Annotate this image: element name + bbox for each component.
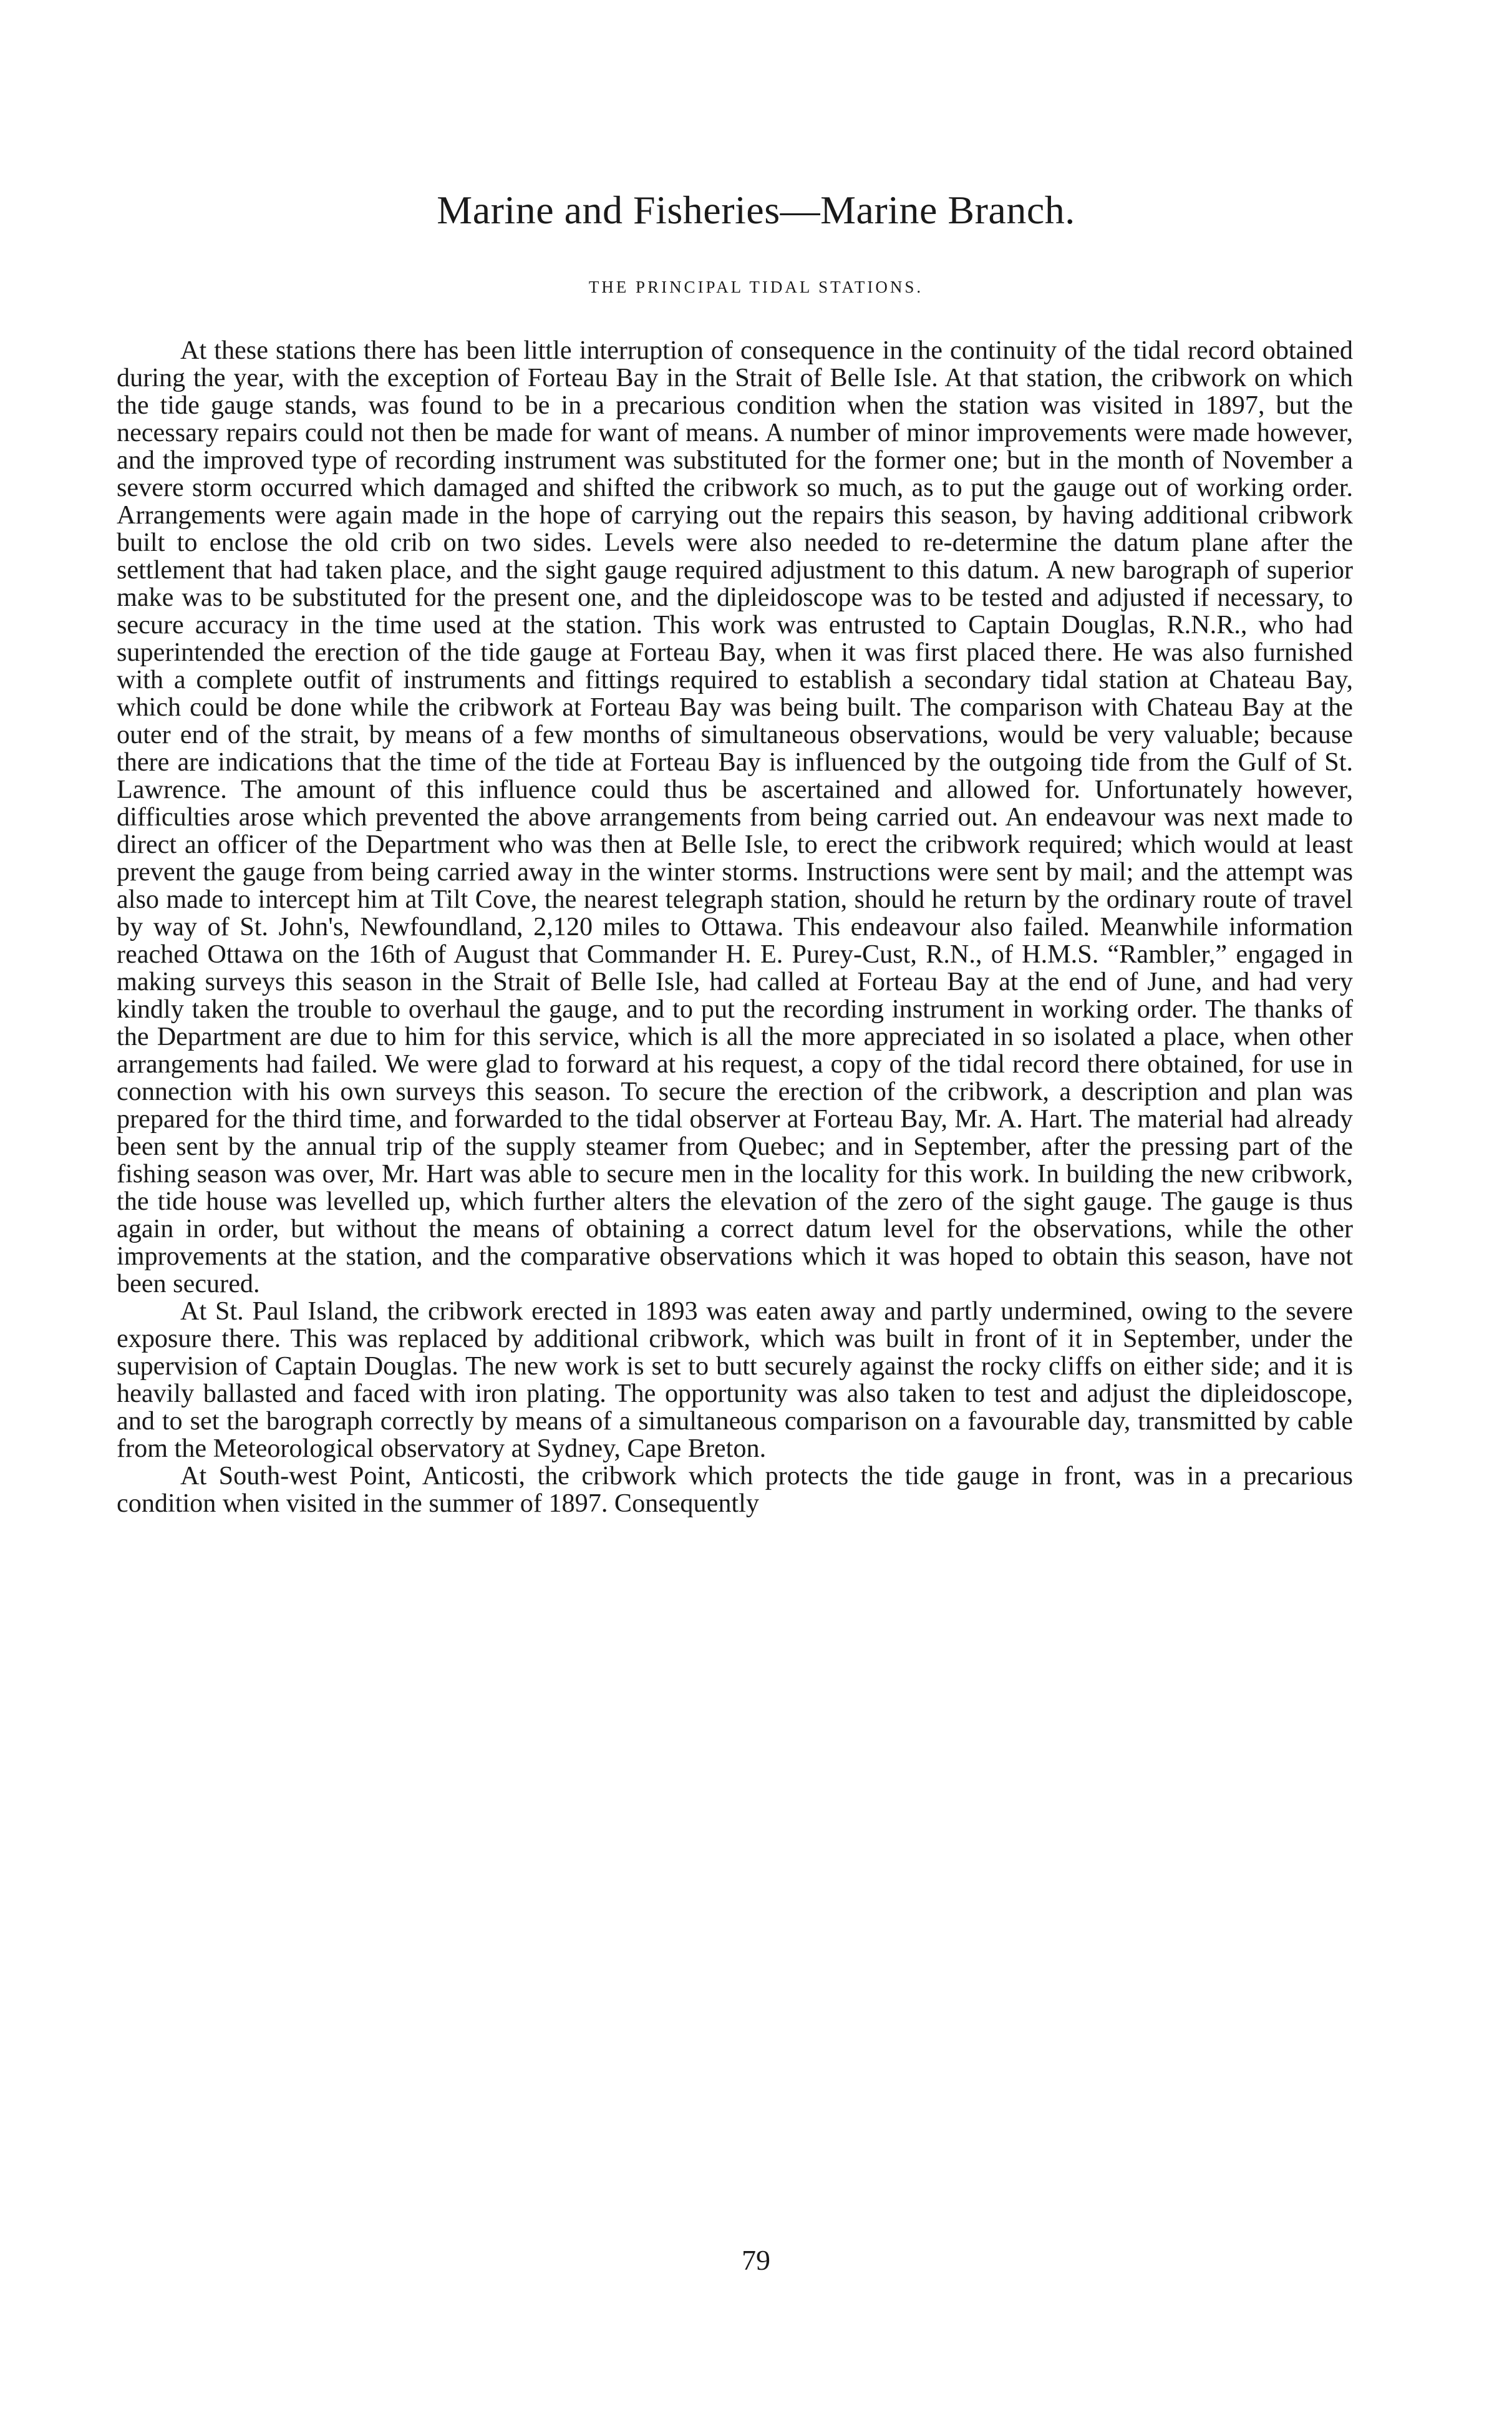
page-header-title: Marine and Fisheries—Marine Branch. (437, 188, 1075, 232)
paragraph-anticosti: At South-west Point, Anticosti, the cribwork which protects the tide gauge in front, was in a precarious condition when visited in the summer of 1897. Consequently (117, 1461, 1353, 1518)
paragraph-st-paul-island: At St. Paul Island, the cribwork erected in 1893 was eaten away and partly undermined, owing to the severe exposure there. This was replaced by additional cribwork, which was built in front of it in September, under the supervision of Captain Douglas. The new work is set to butt securely against the rocky cliffs on either side; and it is heavily ballasted and faced with iron plating. The opportunity was also taken to test and adjust the dipleidoscope, and to set the barograph correctly by means of a simultaneous comparison on a favourable day, transmitted by cable from the Meteorological observatory at Sydney, Cape Breton. (117, 1296, 1353, 1463)
page-number: 79 (742, 2244, 770, 2276)
paragraph-forteau-bay: At these stations there has been little interruption of consequence in the continuity of the tidal record obtained during the year, with the exception of Forteau Bay in the Strait of Belle Isle. At that station, the cribwork on which the tide gauge stands, was found to be in a precarious condition when the station was visited in 1897, but the necessary repairs could not then be made for want of means. A number of minor improvements were made however, and the improved type of recording instrument was substituted for the former one; but in the month of November a severe storm occurred which damaged and shifted the cribwork so much, as to put the gauge out of working order. Arrangements were again made in the hope of carrying out the repairs this season, by having additional cribwork built to enclose the old crib on two sides. Levels were also needed to re-determine the datum plane after the settlement that had taken place, and the sight gauge required adjustment to this datum. A new barograph of superior make was to be substituted for the present one, and the dipleidoscope was to be tested and adjusted if necessary, to secure accuracy in the time used at the station. This work was entrusted to Captain Douglas, R.N.R., who had superintended the erection of the tide gauge at Forteau Bay, when it was first placed there. He was also furnished with a complete outfit of instruments and fittings required to establish a secondary tidal station at Chateau Bay, which could be done while the cribwork at Forteau Bay was being built. The comparison with Chateau Bay at the outer end of the strait, by means of a few months of simultaneous observations, would be very valuable; because there are indications that the time of the tide at Forteau Bay is influenced by the outgoing tide from the Gulf of St. Lawrence. The amount of this influence could thus be ascertained and allowed for. Unfortunately however, difficulties arose which prevented the above arrangements from being carried out. An endeavour was next made to direct an officer of the Department who was then at Belle Isle, to erect the cribwork required; which would at least prevent the gauge from being carried away in the winter storms. Instructions were sent by mail; and the attempt was also made to intercept him at Tilt Cove, the nearest telegraph station, should he return by the ordinary route of travel by way of St. John's, Newfoundland, 2,120 miles to Ottawa. This endeavour also failed. Meanwhile information reached Ottawa on the 16th of August that Commander H. E. Purey-Cust, R.N., of H.M.S. “Rambler,” engaged in making surveys this season in the Strait of Belle Isle, had called at Forteau Bay at the end of June, and had very kindly taken the trouble to overhaul the gauge, and to put the recording instrument in working order. The thanks of the Department are due to him for this service, which is all the more appreciated in so isolated a place, when other arrangements had failed. We were glad to forward at his request, a copy of the tidal record there obtained, for use in connection with his own surveys this season. To secure the erection of the cribwork, a description and plan was prepared for the third time, and forwarded to the tidal observer at Forteau Bay, Mr. A. Hart. The material had already been sent by the annual trip of the supply steamer from Quebec; and in September, after the pressing part of the fishing season was over, Mr. Hart was able to secure men in the locality for this work. In building the new cribwork, the tide house was levelled up, which further alters the elevation of the zero of the sight gauge. The gauge is thus again in order, but without the means of obtaining a correct datum level for the observations, while the other improvements at the station, and the comparative observations which it was hoped to obtain this season, have not been secured. (117, 336, 1353, 1298)
section-heading: THE PRINCIPAL TIDAL STATIONS. (588, 278, 924, 296)
body-text (117, 337, 1353, 1517)
